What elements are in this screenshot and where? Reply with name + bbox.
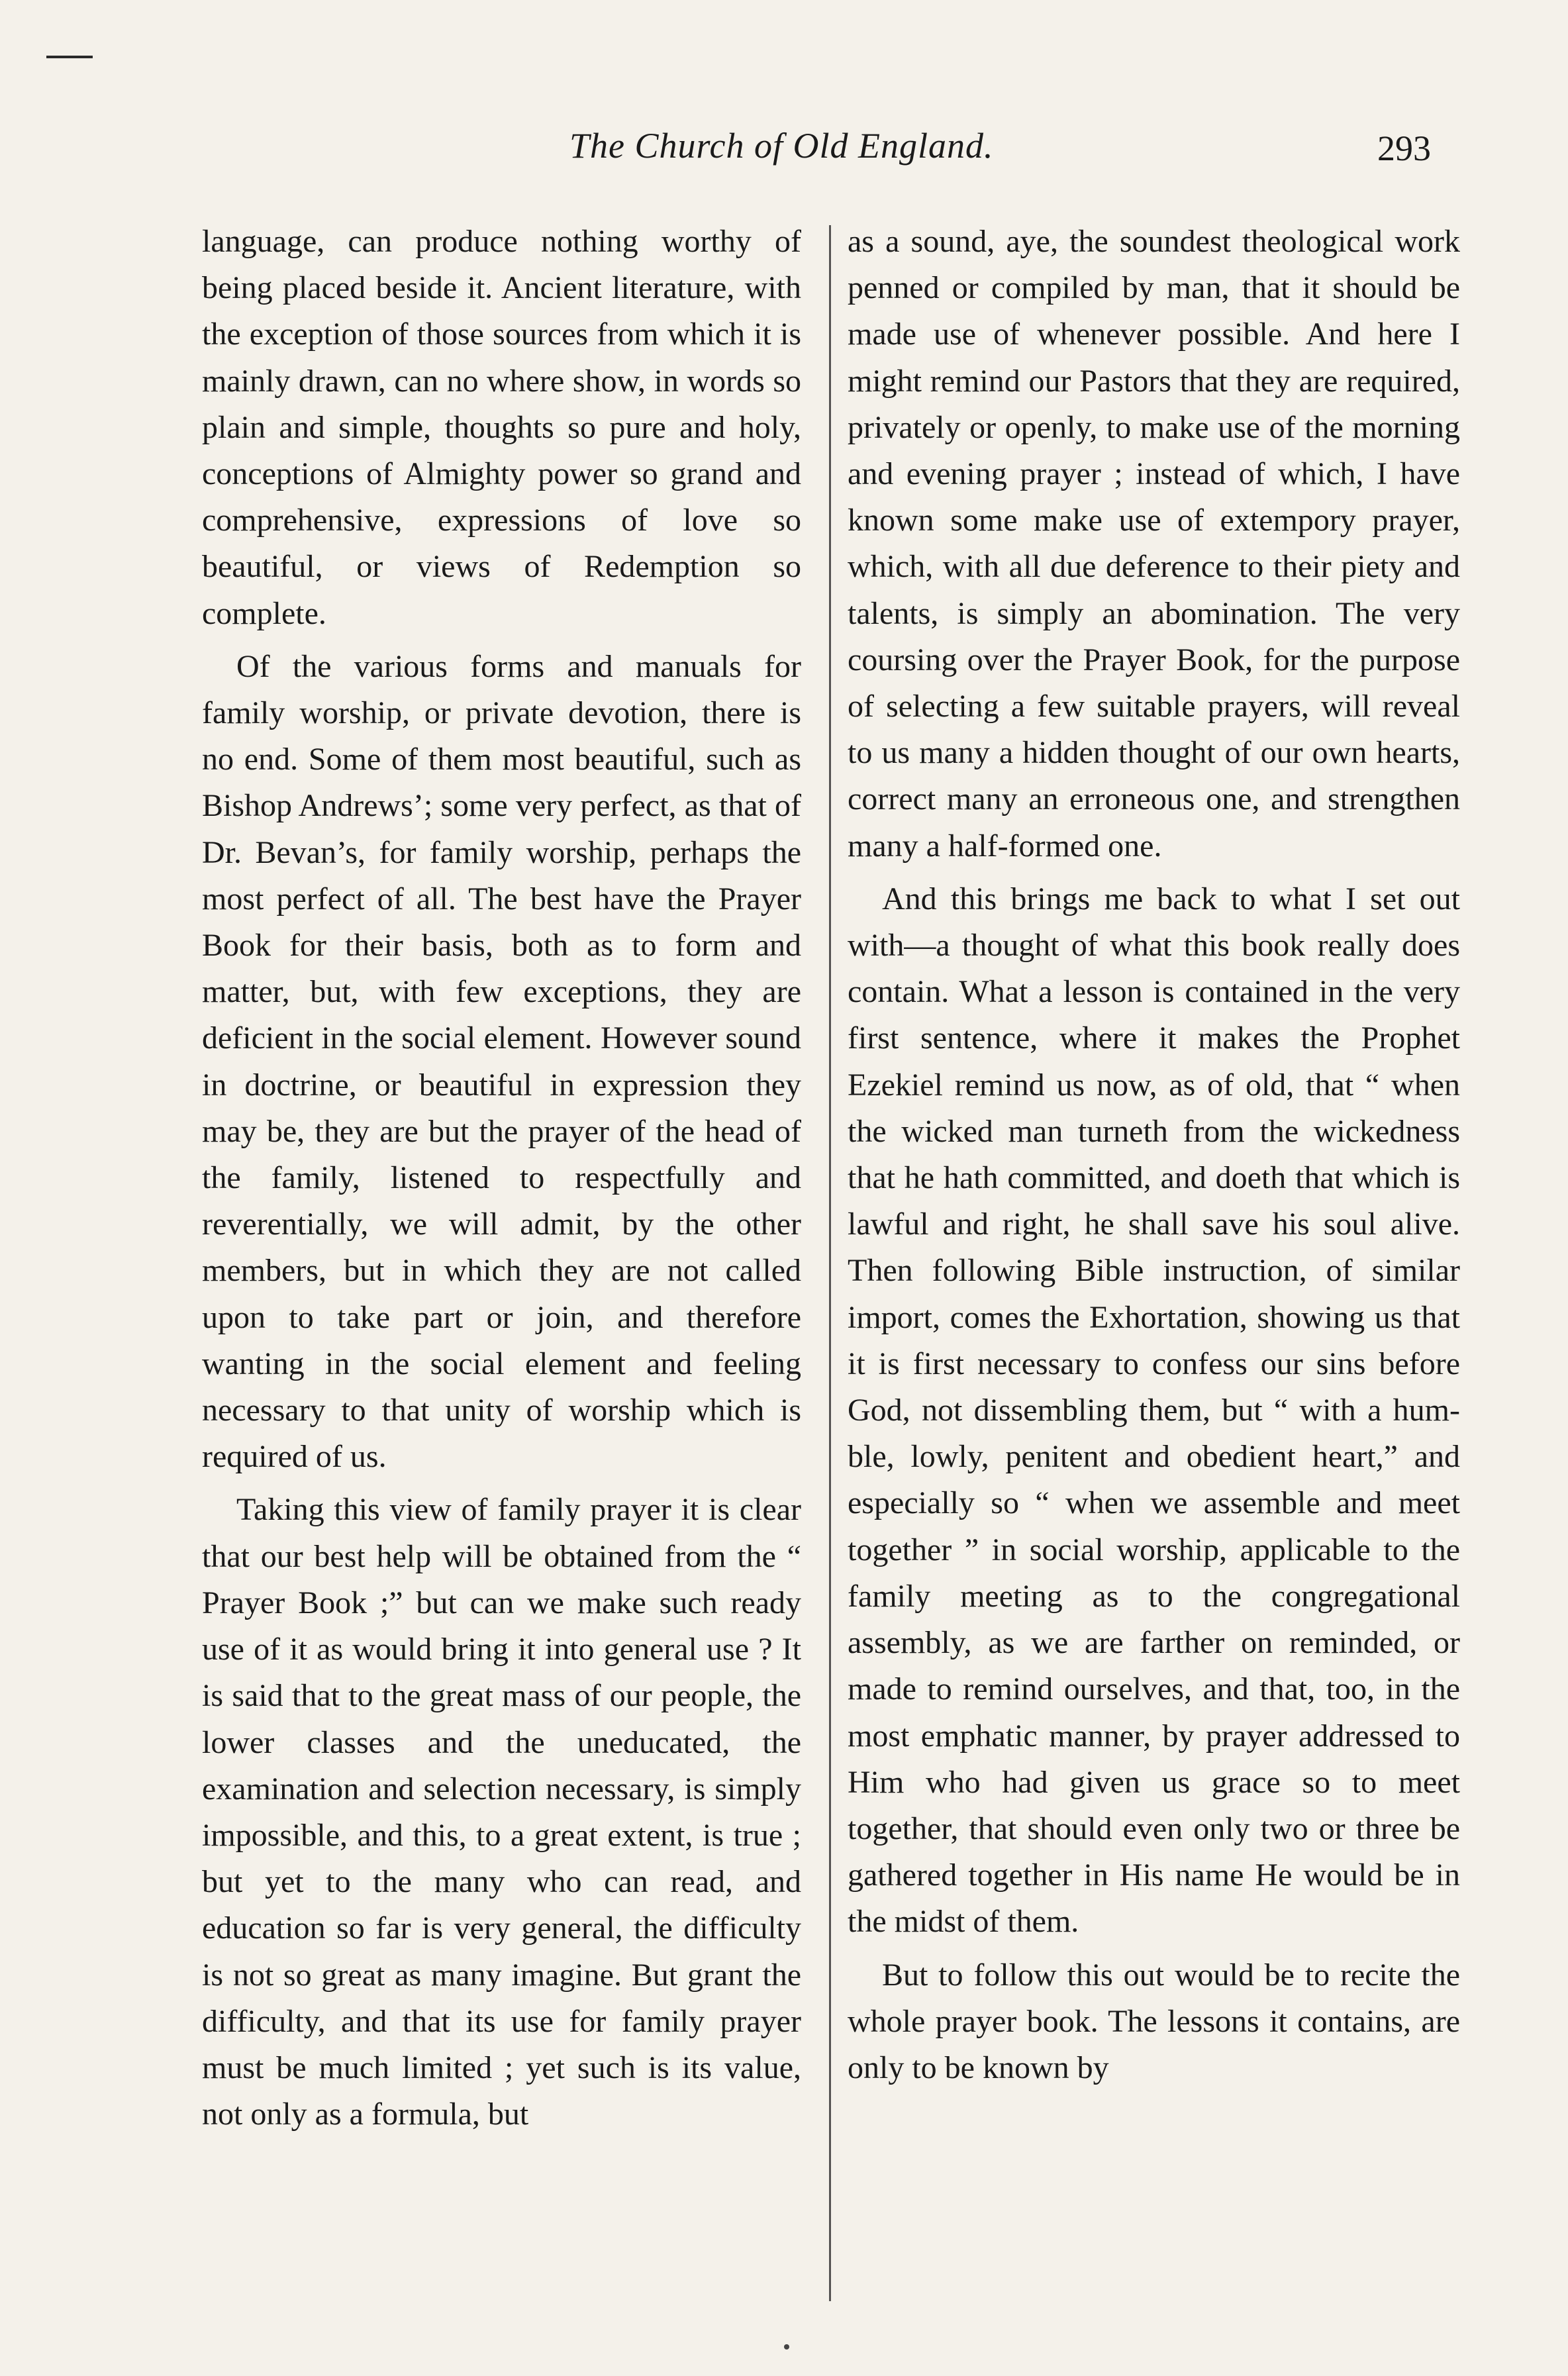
paragraph: Taking this view of family prayer it is clear that our best help will be obtained from the “ Prayer Book ;” but can we make such ready use of it as would bring it into general use ? It is said that to the great mass of our people, the lower classes and the uneducated, the examination and selection necessary, is simply impossible, and this, to a great extent, is true ; but yet to the many who can read, and education so far is very general, the difficulty is not so great as many imagine. But grant the difficulty, and that its use for family prayer must be much limited ; yet such is its value, not only as a formula, but <box>202 1492 801 2132</box>
print-speck <box>784 2344 789 2350</box>
paragraph: language, can produce nothing worthy of being placed beside it. Ancient literature, with the exception of those sources from which it is mainly drawn, can no where show, in words so plain and simple, thoughts so pure and holy, conceptions of Almighty power so grand and comprehensive, expressions of love so beautiful, or views of Redemption so complete. <box>202 224 801 631</box>
paragraph: And this brings me back to what I set out with—a thought of what this book really does contain. What a lesson is contained in the very first sentence, where it makes the Prophet Ezekiel remind us now, as of old, that “ when the wicked man turneth from the wickedness that he hath committed, and doeth that which is lawful and right, he shall save his soul alive. Then following Bible instruction, of similar import, comes the Exhortation, showing us that it is first necessary to confess our sins before God, not dissembling them, but “ with a humble, lowly, penitent and obedient heart,” and especially so “ when we assemble and meet together ” in social worship, applicable to the family meeting as to the congregational assembly, as we are farther on reminded, or made to remind ourselves, and that, too, in the most emphatic manner, by prayer addressed to Him who had given us grace so to meet together, that should even only two or three be gathered together in His name He would be in the midst of them. <box>848 881 1460 1940</box>
running-title: The Church of Old England. <box>569 126 994 166</box>
corner-rule-mark <box>46 56 93 58</box>
right-column <box>848 219 1460 2091</box>
column-divider <box>829 225 831 2301</box>
left-column <box>202 219 801 2138</box>
paragraph: But to follow this out would be to recite the whole prayer book. The lessons it contains, are only to be known by <box>848 1957 1460 2085</box>
paragraph: Of the various forms and manuals for family worship, or private devotion, there is no end. Some of them most beautiful, such as Bishop Andrews’; some very perfect, as that of Dr. Bevan’s, for family worship, perhaps the most perfect of all. The best have the Prayer Book for their basis, both as to form and matter, but, with few exceptions, they are deficient in the social element. However sound in doctrine, or beautiful in expression they may be, they are but the prayer of the head of the family, listened to respectfully and reverentially, we will admit, by the other members, but in which they are not called upon to take part or join, and therefore wanting in the social element and feeling necessary to that unity of worship which is required of us. <box>202 648 801 1475</box>
paragraph: as a sound, aye, the soundest theological work penned or compiled by man, that it should be made use of whenever possible. And here I might remind our Pastors that they are required, privately or openly, to make use of the morning and evening prayer ; instead of which, I have known some make use of extempory prayer, which, with all due deference to their piety and talents, is simply an abomination. The very coursing over the Prayer Book, for the purpose of selecting a few suitable prayers, will reveal to us many a hidden thought of our own hearts, correct many an erroneous one, and strengthen many a half-formed one. <box>848 224 1460 864</box>
page-number: 293 <box>1377 128 1431 168</box>
